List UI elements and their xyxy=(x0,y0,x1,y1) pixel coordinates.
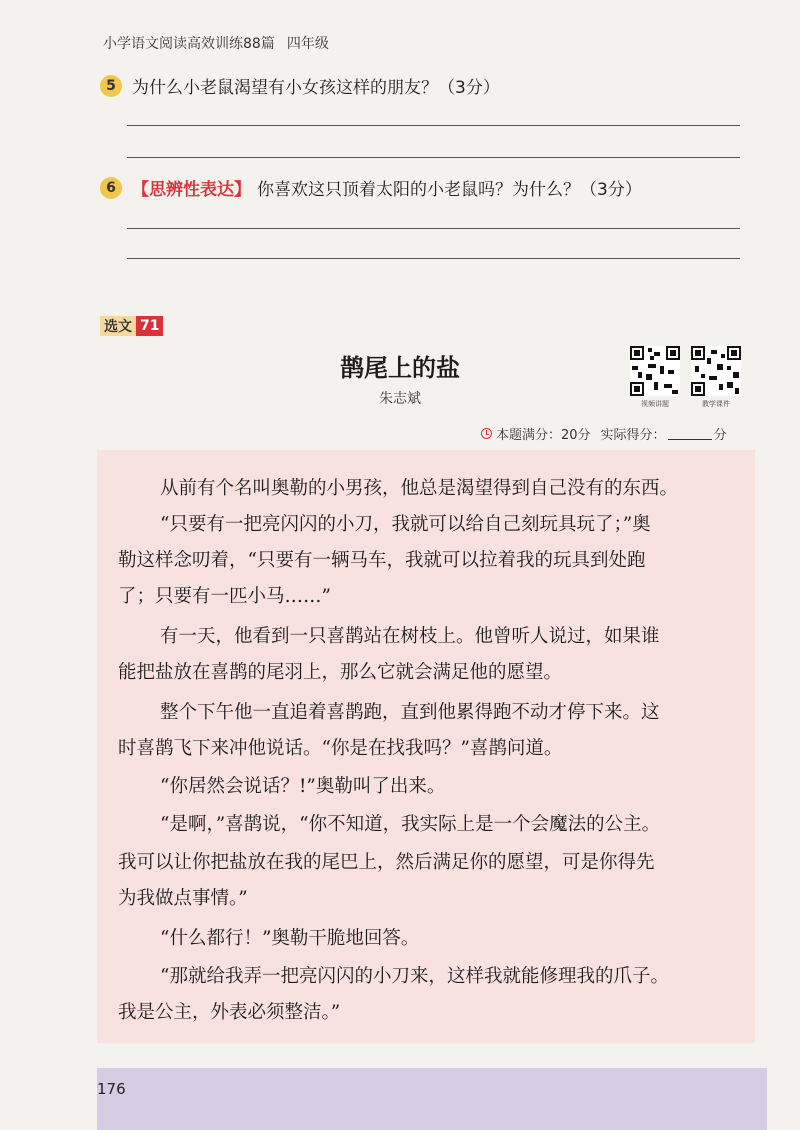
qr-code-courseware[interactable] xyxy=(691,345,741,409)
question-6 xyxy=(100,175,642,200)
passage-line: 了；只要有一匹小马……” xyxy=(118,586,331,607)
actual-score-blank[interactable] xyxy=(668,427,712,440)
passage-line: 从前有个名叫奥勒的小男孩，他总是渴望得到自己没有的东西。 xyxy=(160,478,679,499)
question-number-badge: 6 xyxy=(100,177,122,199)
footer-band xyxy=(97,1068,767,1130)
passage-line: 我是公主，外表必须整洁。” xyxy=(118,1002,341,1023)
section-badge xyxy=(100,316,163,336)
grade-label: 四年级 xyxy=(286,36,329,52)
passage-line: 有一天，他看到一只喜鹊站在树枝上。他曾听人说过，如果谁 xyxy=(160,626,660,647)
score-unit: 分 xyxy=(713,428,727,443)
full-score: 本题满分：20分 xyxy=(496,428,591,443)
section-label: 选文 xyxy=(100,316,136,336)
article-author: 朱志斌 xyxy=(379,391,421,407)
qr-code-icon xyxy=(630,345,680,397)
passage-line: 我可以让你把盐放在我的尾巴上，然后满足你的愿望，可是你得先 xyxy=(118,852,655,873)
passage-line: “是啊，”喜鹊说，“你不知道，我实际上是一个会魔法的公主。 xyxy=(160,814,661,835)
passage-line: “你居然会说话？!”奥勒叫了出来。 xyxy=(160,776,446,797)
section-number: 71 xyxy=(136,316,163,336)
answer-line[interactable] xyxy=(127,228,740,229)
actual-score-label: 实际得分： xyxy=(600,428,666,443)
passage-line: 能把盐放在喜鹊的尾羽上，那么它就会满足他的愿望。 xyxy=(118,662,563,683)
page-number: 176 xyxy=(97,1080,126,1098)
passage-line: 整个下午他一直追着喜鹊跑，直到他累得跑不动才停下来。这 xyxy=(160,702,660,723)
qr-code-icon xyxy=(691,345,741,397)
passage-line: 勒这样念叨着，“只要有一辆马车，我就可以拉着我的玩具到处跑 xyxy=(118,550,646,571)
question-text: 你喜欢这只顶着太阳的小老鼠吗？为什么？（3分） xyxy=(257,180,642,200)
score-line xyxy=(481,424,727,443)
question-5 xyxy=(100,73,500,98)
passage-line: “那就给我弄一把亮闪闪的小刀来，这样我就能修理我的爪子。 xyxy=(160,966,669,987)
article-title: 鹊尾上的盐 xyxy=(340,353,460,382)
answer-line[interactable] xyxy=(127,258,740,259)
question-tag: 【思辨性表达】 xyxy=(132,180,251,200)
book-title: 小学语文阅读高效训练88篇 xyxy=(103,36,275,52)
clock-icon xyxy=(481,428,492,439)
answer-line[interactable] xyxy=(127,157,740,158)
passage-line: 时喜鹊飞下来冲他说话。“你是在找我吗？”喜鹊问道。 xyxy=(118,738,563,759)
qr-code-video[interactable] xyxy=(630,345,680,409)
question-text: 为什么小老鼠渴望有小女孩这样的朋友？（3分） xyxy=(132,78,500,98)
passage-line: “只要有一把亮闪闪的小刀，我就可以给自己刻玩具玩了；”奥 xyxy=(160,514,651,535)
passage-line: 为我做点事情。” xyxy=(118,888,248,909)
answer-line[interactable] xyxy=(127,125,740,126)
qr-caption: 教学课件 xyxy=(702,400,730,408)
qr-caption: 视频讲题 xyxy=(641,400,669,408)
running-header xyxy=(103,33,329,53)
question-number-badge: 5 xyxy=(100,75,122,97)
passage-line: “什么都行！”奥勒干脆地回答。 xyxy=(160,928,420,949)
